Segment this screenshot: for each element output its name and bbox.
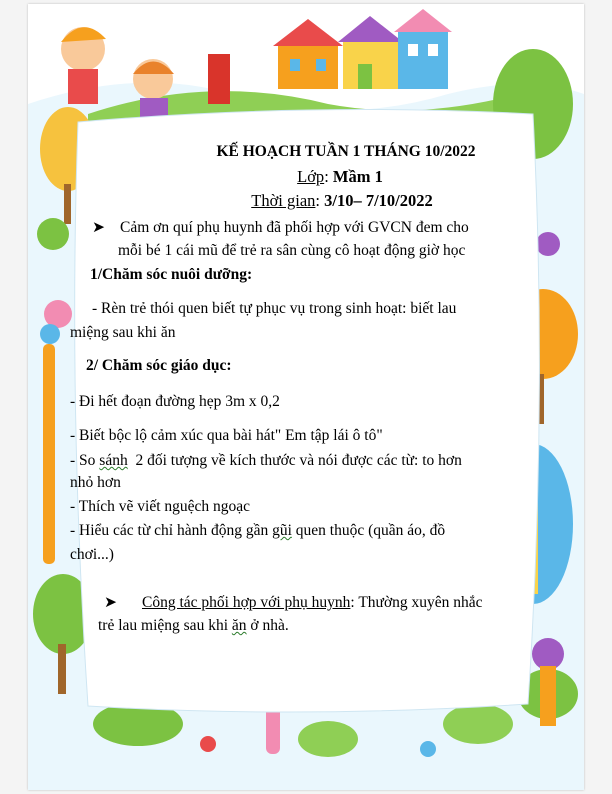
arrow-bullet-icon: ➤ — [104, 594, 117, 611]
section1-line-2: miệng sau khi ăn — [70, 324, 176, 341]
page-title: KẾ HOẠCH TUẦN 1 THÁNG 10/2022 — [216, 143, 476, 160]
item-1: - Đi hết đoạn đường hẹp 3m x 0,2 — [70, 393, 280, 410]
arrow-bullet-icon: ➤ — [92, 219, 105, 236]
thanks-line-2: mỗi bé 1 cái mũ để trẻ ra sân cùng cô hoạt động giờ học — [118, 242, 466, 259]
parent-line-2: trẻ lau miệng sau khi ăn ở nhà. — [98, 617, 289, 634]
thanks-line-1: ➤ Cảm ơn quí phụ huynh đã phối hợp với GVCN đem cho — [92, 219, 469, 236]
item-3-line-2: nhỏ hơn — [70, 474, 121, 491]
item-2: - Biết bộc lộ cảm xúc qua bài hát" Em tập lái ô tô" — [70, 427, 383, 444]
class-line: Lớp: Mầm 1 — [297, 167, 383, 186]
item-4: - Thích vẽ viết nguệch ngoạc — [70, 498, 251, 515]
time-line: Thời gian: 3/10– 7/10/2022 — [251, 191, 433, 210]
parent-line-1: ➤ Công tác phối hợp với phụ huynh: Thường xuyên nhắc — [104, 594, 483, 611]
item-5: - Hiểu các từ chỉ hành động gần gũi quen thuộc (quần áo, đồ — [70, 522, 446, 539]
time-value: 3/10– 7/10/2022 — [324, 191, 433, 210]
class-label: Lớp — [297, 167, 325, 186]
section1-line-1: - Rèn trẻ thói quen biết tự phục vụ trong sinh hoạt: biết lau — [92, 300, 457, 317]
section2-title: 2/ Chăm sóc giáo dục: — [86, 357, 232, 374]
class-value: Mầm 1 — [332, 167, 383, 186]
item-3: - So sánh 2 đối tượng về kích thước và nói được các từ: to hơn — [70, 452, 462, 469]
time-label: Thời gian — [251, 191, 316, 210]
item-5-line-2: chơi...) — [70, 546, 114, 563]
section1-title: 1/Chăm sóc nuôi dưỡng: — [90, 266, 253, 283]
